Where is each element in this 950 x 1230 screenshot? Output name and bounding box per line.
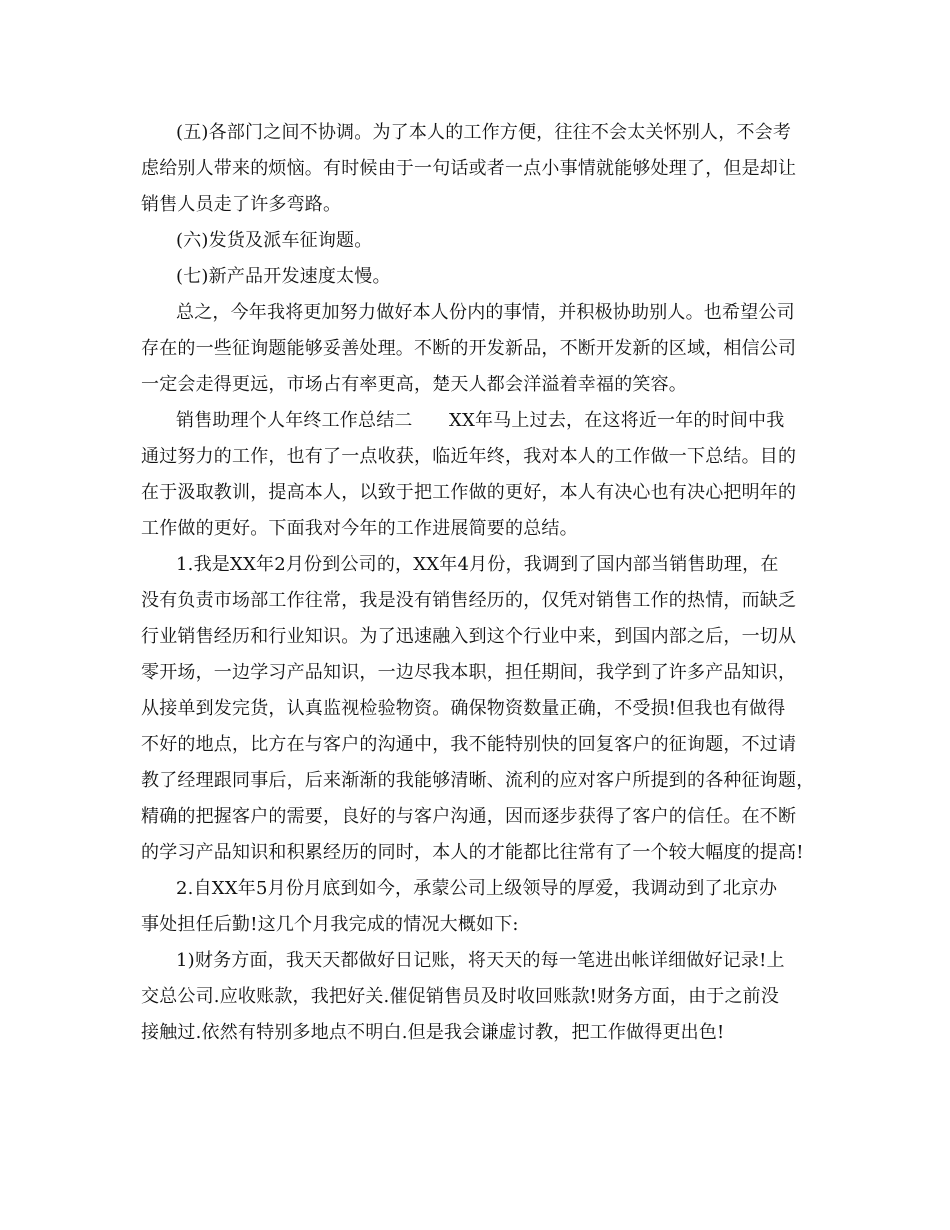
text-line-11: 在于汲取教训，提高本人，以致于把工作做的更好，本人有决心也有决心把明年的 [141, 482, 797, 503]
text-line-10: 通过努力的工作，也有了一点收获，临近年终，我对本人的工作做一下总结。目的 [141, 446, 797, 467]
text-line-14: 没有负责市场部工作往常，我是没有销售经历的，仅凭对销售工作的热情，而缺乏 [141, 590, 797, 611]
text-line-24: 1)财务方面，我天天都做好日记账，将天天的每一笔进出帐详细做好记录!上 [176, 950, 785, 971]
text-line-2: 虑给别人带来的烦恼。有时候由于一句话或者一点小事情就能够处理了，但是却让 [141, 158, 797, 179]
text-line-1: (五)各部门之间不协调。为了本人的工作方便，往往不会太关怀别人，不会考 [176, 122, 792, 143]
text-line-17: 从接单到发完货，认真监视检验物资。确保物资数量正确，不受损!但我也有做得 [141, 698, 786, 719]
text-line-13: 1.我是XX年2月份到公司的，XX年4月份，我调到了国内部当销售助理，在 [176, 554, 779, 575]
text-line-4: (六)发货及派车征询题。 [176, 230, 373, 251]
text-line-25: 交总公司.应收账款，我把好关.催促销售员及时收回账款!财务方面，由于之前没 [141, 986, 780, 1007]
text-line-8: 一定会走得更远，市场占有率更高，楚天人都会洋溢着幸福的笑容。 [141, 374, 687, 395]
text-line-21: 的学习产品知识和积累经历的同时，本人的才能都比往常有了一个较大幅度的提高! [141, 842, 804, 863]
text-line-3: 销售人员走了许多弯路。 [141, 194, 342, 215]
text-line-20: 精确的把握客户的需要，良好的与客户沟通，因而逐步获得了客户的信任。在不断 [141, 806, 797, 827]
text-line-16: 零开场，一边学习产品知识，一边尽我本职，担任期间，我学到了许多产品知识， [141, 662, 797, 683]
text-line-19: 教了经理跟同事后，后来渐渐的我能够清晰、流利的应对客户所提到的各种征询题， [141, 770, 815, 791]
text-line-12: 工作做的更好。下面我对今年的工作进展简要的总结。 [141, 518, 578, 539]
text-line-26: 接触过.依然有特别多地点不明白.但是我会谦虚讨教，把工作做得更出色! [141, 1022, 725, 1043]
text-line-18: 不好的地点，比方在与客户的沟通中，我不能特别快的回复客户的征询题，不过请 [141, 734, 797, 755]
text-line-9: 销售助理个人年终工作总结二 XX年马上过去，在这将近一年的时间中我 [176, 410, 785, 431]
text-line-6: 总之，今年我将更加努力做好本人份内的事情，并积极协助别人。也希望公司 [176, 302, 795, 323]
text-line-5: (七)新产品开发速度太慢。 [176, 266, 391, 287]
text-line-15: 行业销售经历和行业知识。为了迅速融入到这个行业中来，到国内部之后，一切从 [141, 626, 797, 647]
text-line-7: 存在的一些征询题能够妥善处理。不断的开发新品，不断开发新的区域，相信公司 [141, 338, 797, 359]
text-line-22: 2.自XX年5月份月底到如今，承蒙公司上级领导的厚爱，我调动到了北京办 [176, 878, 778, 899]
text-line-23: 事处担任后勤!这几个月我完成的情况大概如下: [141, 914, 519, 935]
